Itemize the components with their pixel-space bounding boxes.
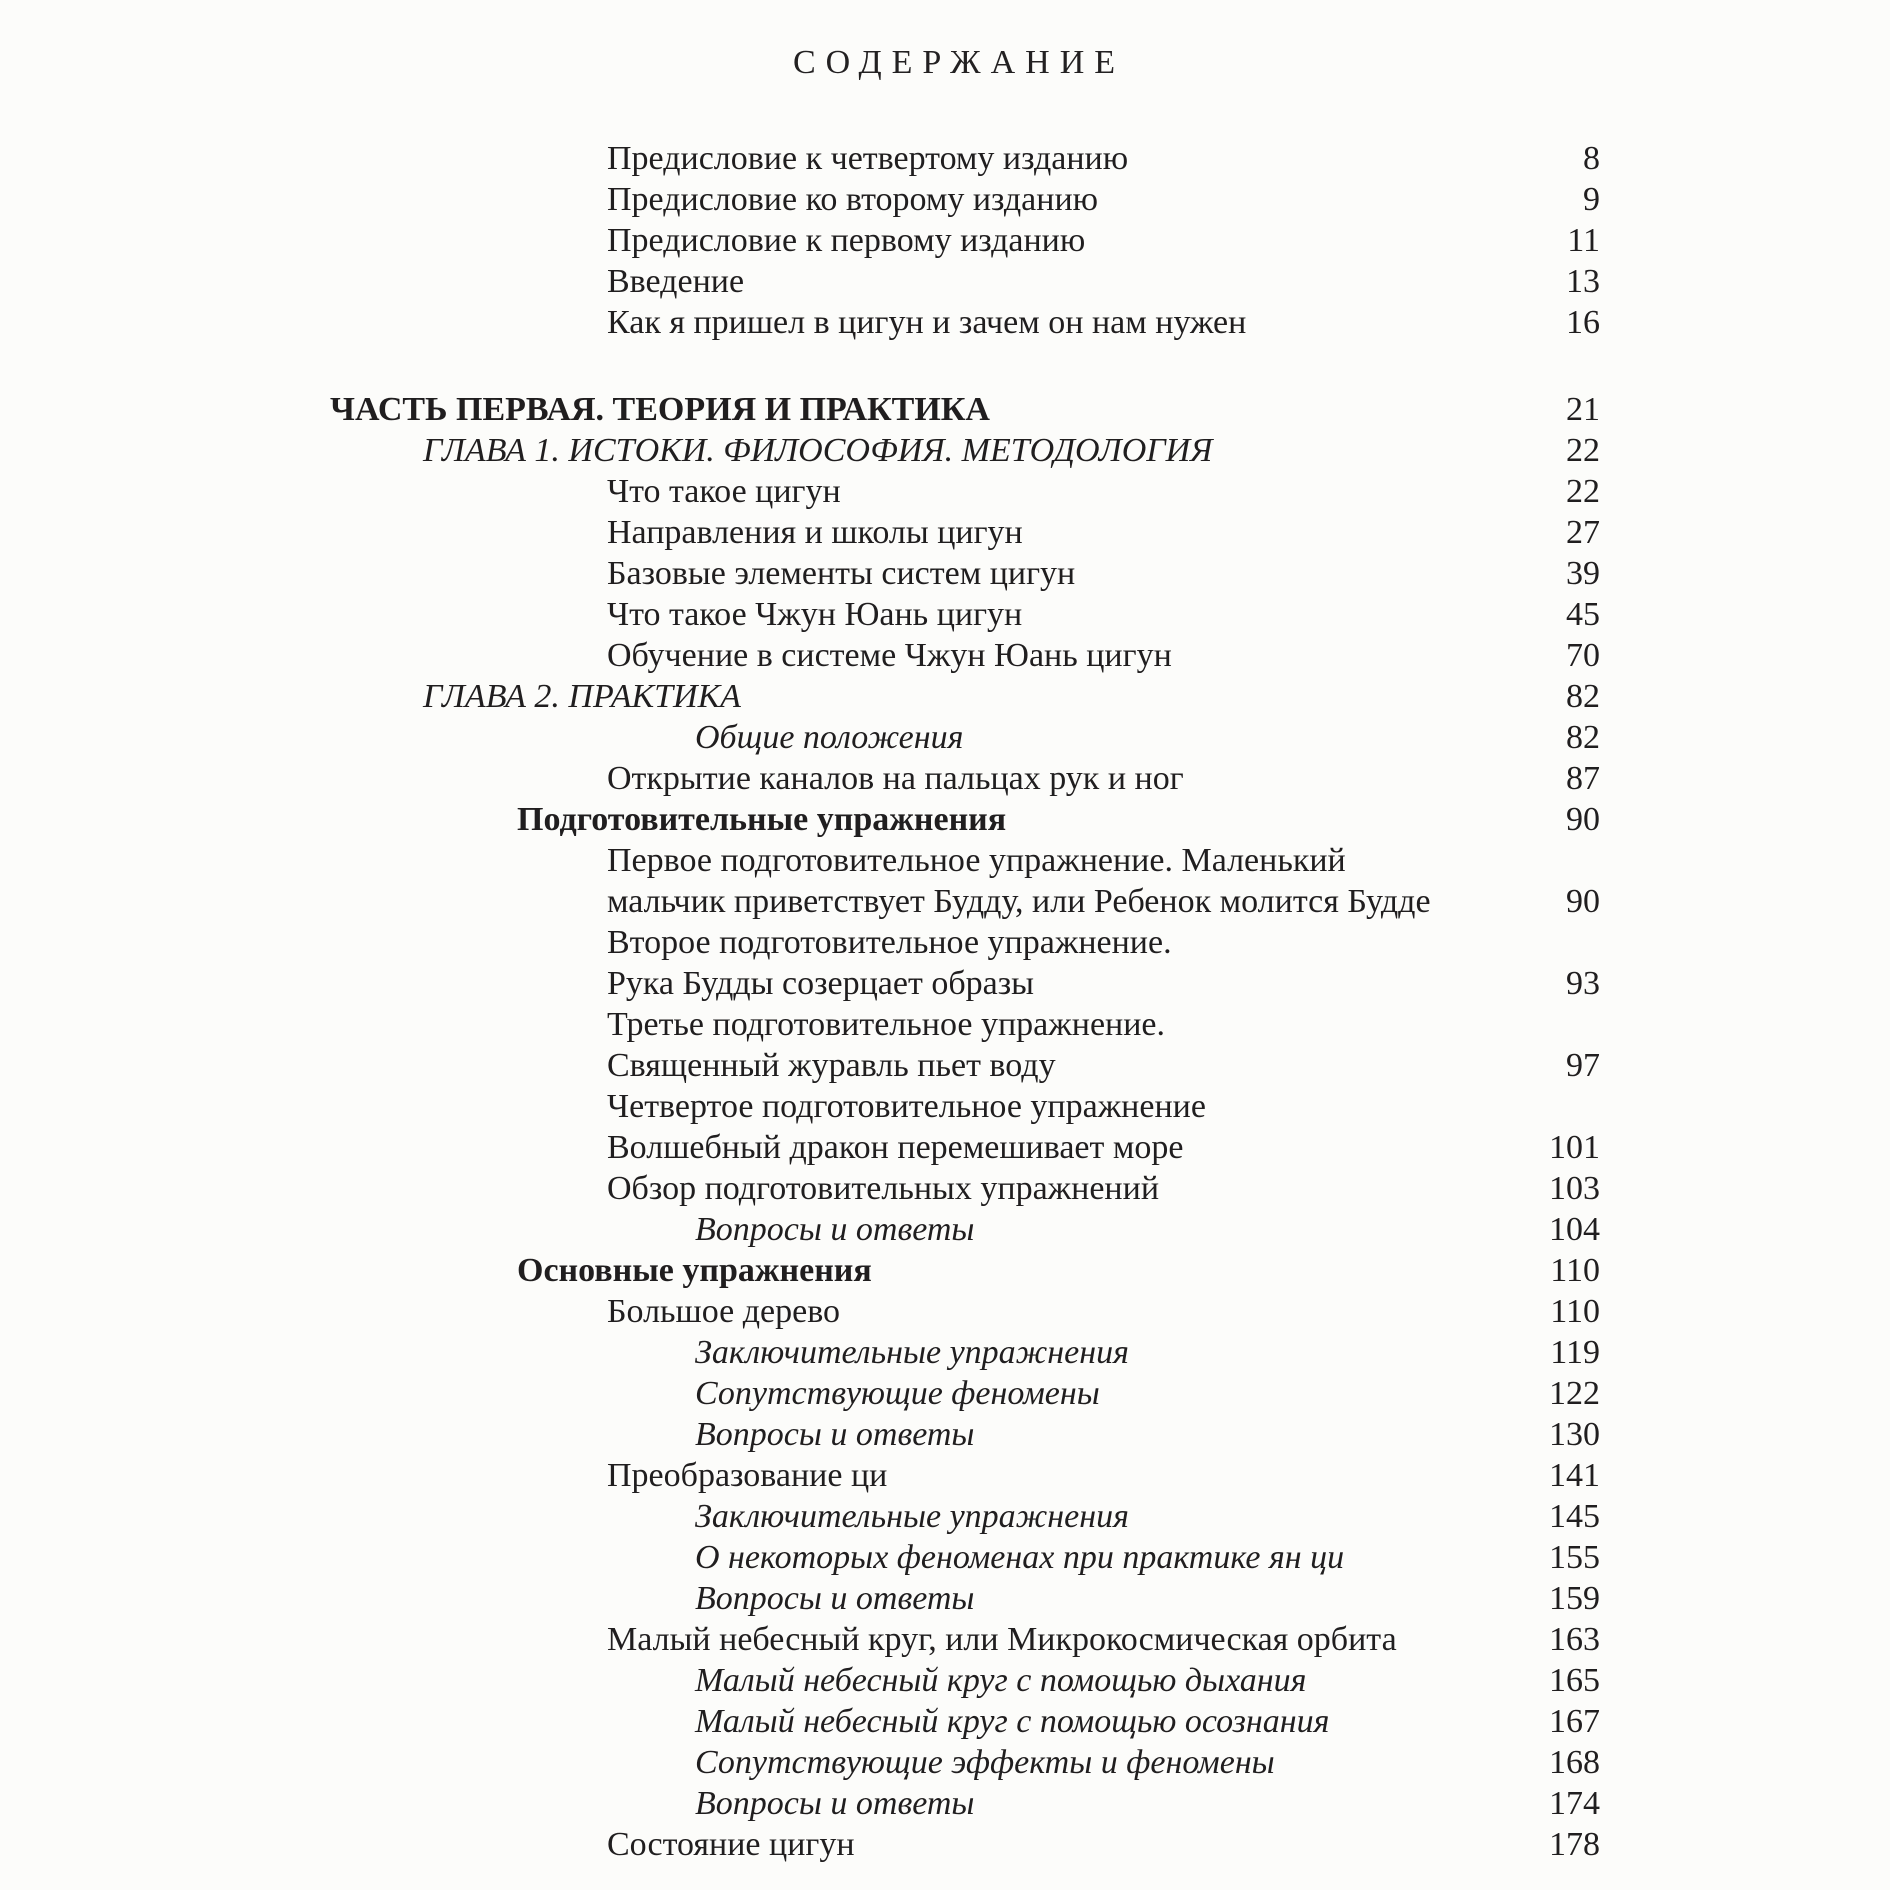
toc-entry	[0, 594, 1890, 635]
toc-entry-label: Малый небесный круг с помощью осознания	[695, 1703, 1330, 1740]
toc-list	[0, 138, 1890, 1865]
toc-entry-page: 97	[1566, 1047, 1600, 1084]
toc-entry-page: 87	[1566, 760, 1600, 797]
toc-entry	[0, 179, 1890, 220]
toc-entry-label: Большое дерево	[607, 1293, 841, 1330]
toc-entry-label: Подготовительные упражнения	[517, 801, 1007, 838]
toc-entry	[0, 1783, 1890, 1824]
toc-entry-label: Заключительные упражнения	[695, 1334, 1129, 1371]
toc-entry-label: Направления и школы цигун	[607, 514, 1023, 551]
toc-entry-page: 9	[1583, 181, 1600, 218]
toc-entry	[0, 1578, 1890, 1619]
toc-entry	[0, 676, 1890, 717]
toc-entry-page: 141	[1549, 1457, 1600, 1494]
toc-entry-page: 82	[1566, 678, 1600, 715]
toc-entry-label: Малый небесный круг, или Микрокосмическая орбита	[607, 1621, 1397, 1658]
toc-entry	[0, 1619, 1890, 1660]
toc-entry-label: Рука Будды созерцает образы	[607, 965, 1034, 1002]
toc-entry	[0, 512, 1890, 553]
toc-entry	[0, 1660, 1890, 1701]
toc-entry	[0, 1127, 1890, 1168]
toc-entry-page: 13	[1566, 263, 1600, 300]
toc-entry-label: Предисловие к первому изданию	[607, 222, 1086, 259]
toc-entry	[0, 261, 1890, 302]
toc-entry-page: 167	[1549, 1703, 1600, 1740]
toc-entry-page: 122	[1549, 1375, 1600, 1412]
toc-entry-label: ЧАСТЬ ПЕРВАЯ. ТЕОРИЯ И ПРАКТИКА	[330, 391, 990, 428]
toc-entry-page: 174	[1549, 1785, 1600, 1822]
toc-entry-page: 119	[1550, 1334, 1600, 1371]
toc-entry	[0, 302, 1890, 343]
toc-entry-label: Сопутствующие феномены	[695, 1375, 1100, 1412]
toc-entry-label: Предисловие ко второму изданию	[607, 181, 1099, 218]
toc-entry	[0, 758, 1890, 799]
toc-entry	[0, 799, 1890, 840]
toc-entry-page: 11	[1567, 222, 1600, 259]
toc-entry-page: 165	[1549, 1662, 1600, 1699]
toc-entry-page: 168	[1549, 1744, 1600, 1781]
toc-entry	[0, 1701, 1890, 1742]
toc-entry-label: Основные упражнения	[517, 1252, 872, 1289]
toc-entry-page: 22	[1566, 432, 1600, 469]
toc-entry-page: 27	[1566, 514, 1600, 551]
toc-entry	[0, 1291, 1890, 1332]
toc-entry	[0, 430, 1890, 471]
toc-entry-page: 21	[1566, 391, 1600, 428]
toc-entry-page: 103	[1549, 1170, 1600, 1207]
toc-entry-page: 163	[1549, 1621, 1600, 1658]
toc-entry	[0, 963, 1890, 1004]
toc-entry-page: 159	[1549, 1580, 1600, 1617]
toc-entry-page: 110	[1550, 1252, 1600, 1289]
toc-entry-page: 104	[1549, 1211, 1600, 1248]
toc-entry	[0, 553, 1890, 594]
toc-entry-label: Священный журавль пьет воду	[607, 1047, 1056, 1084]
toc-entry-label: Вопросы и ответы	[695, 1785, 975, 1822]
toc-entry-label: Волшебный дракон перемешивает море	[607, 1129, 1184, 1166]
toc-entry	[0, 1004, 1890, 1045]
toc-entry-page: 39	[1566, 555, 1600, 592]
toc-entry	[0, 1414, 1890, 1455]
toc-entry	[0, 881, 1890, 922]
toc-entry	[0, 1250, 1890, 1291]
toc-entry	[0, 1168, 1890, 1209]
toc-entry-label: О некоторых феноменах при практике ян ци	[695, 1539, 1345, 1576]
toc-entry-label: Обзор подготовительных упражнений	[607, 1170, 1160, 1207]
toc-entry	[0, 1373, 1890, 1414]
toc-entry-label: Вопросы и ответы	[695, 1580, 975, 1617]
toc-entry-label: Вопросы и ответы	[695, 1211, 975, 1248]
toc-entry-label: Сопутствующие эффекты и феномены	[695, 1744, 1275, 1781]
toc-entry	[0, 1332, 1890, 1373]
toc-entry	[0, 1086, 1890, 1127]
toc-entry-page: 45	[1566, 596, 1600, 633]
toc-entry-page: 90	[1566, 883, 1600, 920]
toc-entry-page: 110	[1550, 1293, 1600, 1330]
toc-entry-page: 178	[1549, 1826, 1600, 1863]
toc-entry-label: Малый небесный круг с помощью дыхания	[695, 1662, 1307, 1699]
toc-entry-label: Четвертое подготовительное упражнение	[607, 1088, 1206, 1125]
toc-entry-label: ГЛАВА 2. ПРАКТИКА	[423, 678, 741, 715]
toc-entry	[0, 389, 1890, 430]
toc-entry-label: Преобразование ци	[607, 1457, 888, 1494]
toc-entry-label: Вопросы и ответы	[695, 1416, 975, 1453]
toc-entry	[0, 1824, 1890, 1865]
toc-entry	[0, 1496, 1890, 1537]
toc-entry-label: ГЛАВА 1. ИСТОКИ. ФИЛОСОФИЯ. МЕТОДОЛОГИЯ	[423, 432, 1213, 469]
toc-entry	[0, 471, 1890, 512]
toc-entry	[0, 717, 1890, 758]
toc-entry	[0, 1455, 1890, 1496]
toc-entry-label: Введение	[607, 263, 745, 300]
toc-entry-page: 90	[1566, 801, 1600, 838]
toc-entry	[0, 138, 1890, 179]
toc-entry-label: Обучение в системе Чжун Юань цигун	[607, 637, 1172, 674]
toc-entry-label: Что такое Чжун Юань цигун	[607, 596, 1023, 633]
toc-entry-label: Первое подготовительное упражнение. Маленький	[607, 842, 1346, 879]
toc-entry-label: Общие положения	[695, 719, 964, 756]
toc-entry	[0, 1045, 1890, 1086]
toc-entry-page: 130	[1549, 1416, 1600, 1453]
toc-entry	[0, 635, 1890, 676]
toc-entry	[0, 840, 1890, 881]
toc-entry-label: Заключительные упражнения	[695, 1498, 1129, 1535]
toc-entry-label: Базовые элементы систем цигун	[607, 555, 1076, 592]
toc-entry-page: 145	[1549, 1498, 1600, 1535]
toc-entry-label: Состояние цигун	[607, 1826, 855, 1863]
toc-entry	[0, 1742, 1890, 1783]
toc-entry-page: 93	[1566, 965, 1600, 1002]
toc-entry-page: 22	[1566, 473, 1600, 510]
toc-entry	[0, 1209, 1890, 1250]
toc-entry	[0, 922, 1890, 963]
toc-entry-page: 82	[1566, 719, 1600, 756]
toc-entry-label: Открытие каналов на пальцах рук и ног	[607, 760, 1184, 797]
toc-entry-label: Предисловие к четвертому изданию	[607, 140, 1129, 177]
toc-entry-page: 101	[1549, 1129, 1600, 1166]
toc-entry	[0, 1537, 1890, 1578]
toc-entry-label: Как я пришел в цигун и зачем он нам нужен	[607, 304, 1247, 341]
toc-entry-label: Третье подготовительное упражнение.	[607, 1006, 1166, 1043]
toc-entry-label: Второе подготовительное упражнение.	[607, 924, 1172, 961]
toc-entry-page: 16	[1566, 304, 1600, 341]
toc-entry-page: 155	[1549, 1539, 1600, 1576]
toc-entry-label: мальчик приветствует Будду, или Ребенок молится Будде	[607, 883, 1431, 920]
toc-entry-page: 70	[1566, 637, 1600, 674]
page-title: СОДЕРЖАНИЕ	[792, 44, 1126, 81]
toc-entry	[0, 220, 1890, 261]
toc-entry-label: Что такое цигун	[607, 473, 841, 510]
toc-entry-page: 8	[1583, 140, 1600, 177]
